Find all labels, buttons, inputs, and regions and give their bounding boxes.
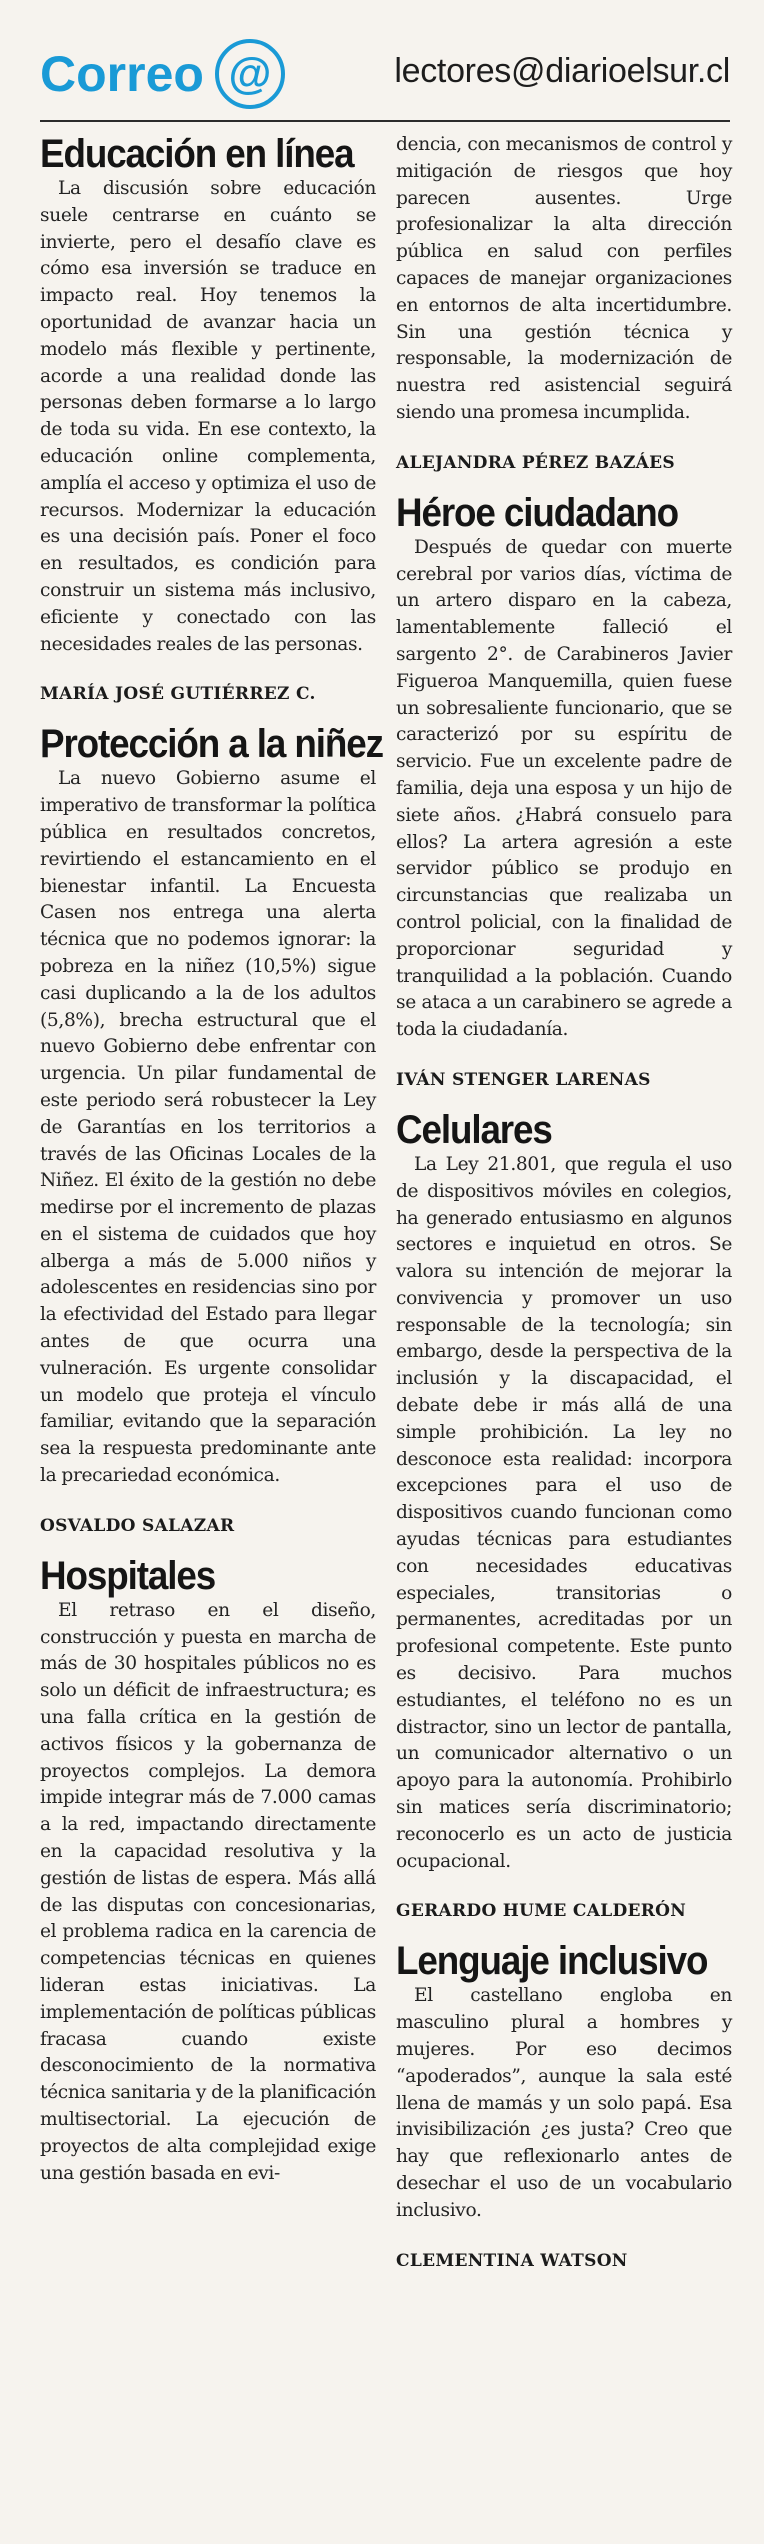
article-body: La nuevo Gobierno asume el imperativo de transformar la política pública en resultados concretos, revirtiendo el estancamiento en el bienestar infantil. La Encuesta Casen nos entrega una alerta técnica que no podemos ignorar: la pobreza en la niñez (10,5%) sigue casi duplicando a la de los adultos (5,8%), brecha estructural que el nuevo Gobierno debe enfrentar con urgencia. Un pilar fundamental de este periodo será robustecer la Ley de Garantías en los territorios a través de las Oficinas Locales de la Niñez. El éxito de la gestión no debe medirse por el incremento de plazas en el sistema de cuidados que hoy alberga a más de 5.000 niños y adolescentes en residencias sino por la efectividad del Estado para llegar antes de que ocurra una vulneración. Es urgente consolidar un modelo que proteja el vínculo familiar, evitando que la separación sea la respuesta predominante ante la precariedad económica. — [40, 768, 376, 1487]
letter-article — [40, 1554, 376, 2188]
article-headline: Lenguaje inclusivo — [396, 1939, 708, 1984]
article-body: La Ley 21.801, que regula el uso de dispositivos móviles en colegios, ha generado entusiasmo en algunos sectores e inquietud en otros. Se valora su intención de mejorar la convivencia y promover un uso responsable de la tecnología; sin embargo, desde la perspectiva de la inclusión y la discapacidad, el debate debe ir más allá de una simple prohibición. La ley no desconoce esta realidad: incorpora excepciones para el uso de dispositivos cuando funcionan como ayudas técnicas para estudiantes con necesidades educativas especiales, transitorias o permanentes, acreditadas por un profesional competente. Este punto es decisivo. Para muchos estudiantes, el teléfono no es un distractor, sino un lector de pantalla, un comunicador alternativo o un apoyo para la autonomía. Prohibirlo sin matices sería discriminatorio; reconocerlo es un acto de justicia ocupacional. — [396, 1153, 732, 1872]
letter-article — [40, 722, 383, 1536]
left-column — [40, 132, 383, 2187]
article-author: GERARDO HUME CALDERÓN — [396, 1901, 687, 1922]
at-sign-icon — [214, 38, 286, 110]
article-headline: Héroe ciudadano — [396, 490, 678, 535]
article-headline: Protección a la niñez — [40, 722, 383, 767]
letters-header — [40, 32, 730, 116]
letter-article — [396, 1939, 732, 2270]
article-body: Después de quedar con muerte cerebral por varios días, víctima de un artero disparo en la cabeza, lamentablemente falleció el sargento 2°. de Carabineros Javier Figueroa Manquemilla, quien fuese un sobresaliente funcionario, que se caracterizó por su espíritu de servicio. Fue un excelente padre de familia, deja una esposa y un hijo de siete años. ¿Habrá consuelo para ellos? La artera agresión a este servidor público se produjo en circunstancias que realizaba un control policial, con la finalidad de proporcionar seguridad y tranquilidad a la población. Cuando se ataca a un carabinero se agrede a toda la ciudadanía. — [396, 536, 732, 1041]
contact-email: lectores@diarioelsur.cl — [394, 52, 730, 90]
article-author: OSVALDO SALAZAR — [40, 1515, 235, 1536]
article-body: El retraso en el diseño, construcción y puesta en marcha de más de 30 hospitales públicos no es solo un déficit de infraestructura; es una falla crítica en la gestión de activos físicos y la gobernanza de proyectos complejos. La demora impide integrar más de 7.000 camas a la red, impactando directamente en la capacidad resolutiva y la gestión de listas de espera. Más allá de las disputas con concesionarias, el problema radica en la carencia de competencias técnicas en quienes lideran estas iniciativas. La implementación de políticas públicas fracasa cuando existe desconocimiento de la normativa técnica sanitaria y de la planificación multisectorial. La ejecución de proyectos de alta complejidad exige una gestión basada en evi- — [40, 1599, 376, 2184]
article-body: El castellano engloba en masculino plural a hombres y mujeres. Por eso decimos “apoderados”, aunque la sala esté llena de mamás y un solo papá. Esa invisibilización ¿es justa? Creo que hay que reflexionarlo antes de desechar el uso de un vocabulario inclusivo. — [396, 1985, 732, 2221]
article-author: CLEMENTINA WATSON — [396, 2250, 628, 2271]
svg-text:@: @ — [228, 49, 272, 98]
section-title: Correo — [40, 46, 204, 102]
article-body: dencia, con mecanismos de control y mitigación de riesgos que hoy parecen ausentes. Urge profesionalizar la alta dirección pública en salud con perfiles capaces de manejar organizaciones en entornos de alta incertidumbre. Sin una gestión técnica y responsable, la modernización de nuestra red asistencial seguirá siendo una promesa incumplida. — [396, 134, 732, 423]
article-body: La discusión sobre educación suele centrarse en cuánto se invierte, pero el desafío clave es cómo esa inversión se traduce en impacto real. Hoy tenemos la oportunidad de avanzar hacia un modelo más flexible y pertinente, acorde a una realidad donde las personas deben formarse a lo largo de toda su vida. En ese contexto, la educación online complementa, amplía el acceso y optimiza el uso de recursos. Modernizar la educación es una decisión país. Poner el foco en resultados, es condición para construir un sistema más inclusivo, eficiente y conectado con las necesidades reales de las personas. — [40, 178, 376, 655]
header-rule — [40, 120, 730, 122]
letter-article — [396, 491, 732, 1090]
article-headline: Celulares — [396, 1107, 552, 1152]
letter-article — [40, 132, 376, 704]
article-author: IVÁN STENGER LARENAS — [396, 1069, 651, 1090]
letter-article-continuation — [396, 132, 732, 473]
article-headline: Educación en línea — [40, 132, 354, 176]
letter-article — [396, 1108, 732, 1922]
article-author: ALEJANDRA PÉREZ BAZÁES — [396, 452, 675, 473]
article-headline: Hospitales — [40, 1553, 216, 1598]
section-brand — [40, 32, 286, 116]
article-author: MARÍA JOSÉ GUTIÉRREZ C. — [40, 684, 316, 705]
right-column — [396, 132, 732, 2289]
